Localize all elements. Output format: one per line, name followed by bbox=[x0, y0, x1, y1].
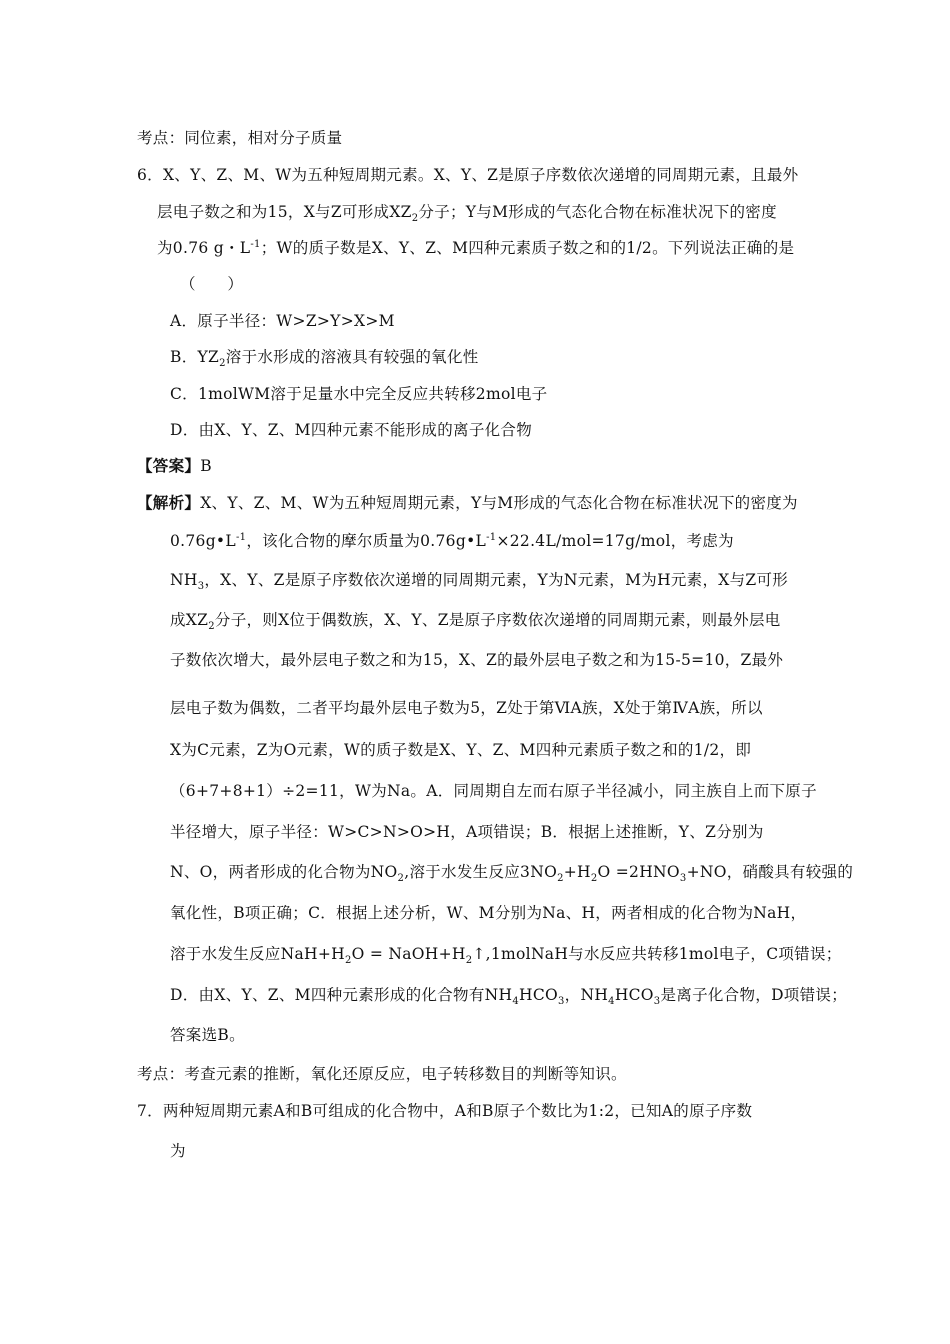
question-7-stem-line-1: 7．两种短周期元素A和B可组成的化合物中，A和B原子个数比为1:2，已知A的原子序数 bbox=[137, 1102, 753, 1120]
kaodian-line: 考点：同位素，相对分子质量 bbox=[137, 129, 343, 147]
option-d: D．由X、Y、Z、M四种元素不能形成的离子化合物 bbox=[170, 421, 533, 439]
analysis-line-4: 成$XZ_2$分子，则X位于偶数族，X、Y、Z是原子序数依次递增的同周期元素，则最外层电 bbox=[170, 611, 781, 633]
analysis-line-13: D．由X、Y、Z、M四种元素形成的化合物有$NH_4HCO_3$，$NH_4HCO_3$是离子化合物，D项错误； bbox=[170, 986, 847, 1008]
answer-line bbox=[137, 456, 212, 476]
answer-label: 【答案】 bbox=[137, 456, 201, 475]
analysis-line-3: $NH_3$，X、Y、Z是原子序数依次递增的同周期元素，Y为N元素，M为H元素，X与Z可形 bbox=[170, 571, 789, 593]
analysis-line-10: N、O，两者形成的化合物为$NO_2$,溶于水发生反应$3NO_2+H_2O =2HNO_3+NO$，硝酸具有较强的 bbox=[170, 863, 854, 885]
analysis-line-6: 层电子数为偶数，二者平均最外层电子数为5，Z处于第ⅥA族，X处于第ⅣA族，所以 bbox=[170, 699, 763, 717]
analysis-label: 【解析】 bbox=[137, 493, 201, 512]
analysis-line-2: $0.76g•L^{-1}$，该化合物的摩尔质量为$0.76g•L^{-1}\times 22.4L/mol=17g$/mol，考虑为 bbox=[170, 531, 734, 550]
question-6-stem-line-1: 6．X、Y、Z、M、W为五种短周期元素。X、Y、Z是原子序数依次递增的同周期元素，且最外 bbox=[137, 166, 799, 184]
analysis-line-9: 半径增大，原子半径：W>C>N>O>H，A项错误；B．根据上述推断，Y、Z分别为 bbox=[170, 823, 764, 841]
question-7-stem-line-2: 为 bbox=[170, 1142, 186, 1160]
question-6-blank: （ ） bbox=[180, 275, 244, 293]
answer-value: B bbox=[200, 457, 212, 475]
analysis-line-7: X为C元素，Z为O元素，W的质子数是X、Y、Z、M四种元素质子数之和的1/2，即 bbox=[170, 741, 752, 759]
option-b: B．$YZ_2$溶于水形成的溶液具有较强的氧化性 bbox=[170, 348, 479, 370]
analysis-line-8: （6+7+8+1）÷2=11，W为Na。A．同周期自左而右原子半径减小，同主族自上而下原子 bbox=[170, 782, 817, 800]
option-a: A．原子半径：W>Z>Y>X>M bbox=[170, 312, 395, 330]
analysis-line-14: 答案选B。 bbox=[170, 1026, 245, 1044]
question-6-stem-line-2: 层电子数之和为15，X与Z可形成$XZ_2$分子；Y与M形成的气态化合物在标准状况下的密度 bbox=[157, 203, 777, 225]
kaodian-line-2: 考点：考查元素的推断，氧化还原反应，电子转移数目的判断等知识。 bbox=[137, 1065, 627, 1083]
option-c: C．1molWM溶于足量水中完全反应共转移2mol电子 bbox=[170, 385, 548, 403]
analysis-line-12: 溶于水发生反应$NaH+H_2O$ = $NaOH+H_2↑,1molNaH$与水反应共转移1mol电子，C项错误； bbox=[170, 945, 842, 967]
analysis-line-1: 【解析】X、Y、Z、M、W为五种短周期元素，Y与M形成的气态化合物在标准状况下的密度为 bbox=[137, 493, 798, 512]
analysis-line-5: 子数依次增大，最外层电子数之和为15，X、Z的最外层电子数之和为15-5=10，Z最外 bbox=[170, 651, 784, 669]
analysis-line-11: 氧化性，B项正确；C．根据上述分析，W、M分别为Na、H，两者相成的化合物为NaH， bbox=[170, 904, 807, 922]
question-6-stem-line-3: 为0.76 g・$L^{-1}$；W的质子数是X、Y、Z、M四种元素质子数之和的1/2。下列说法正确的是 bbox=[157, 238, 795, 257]
